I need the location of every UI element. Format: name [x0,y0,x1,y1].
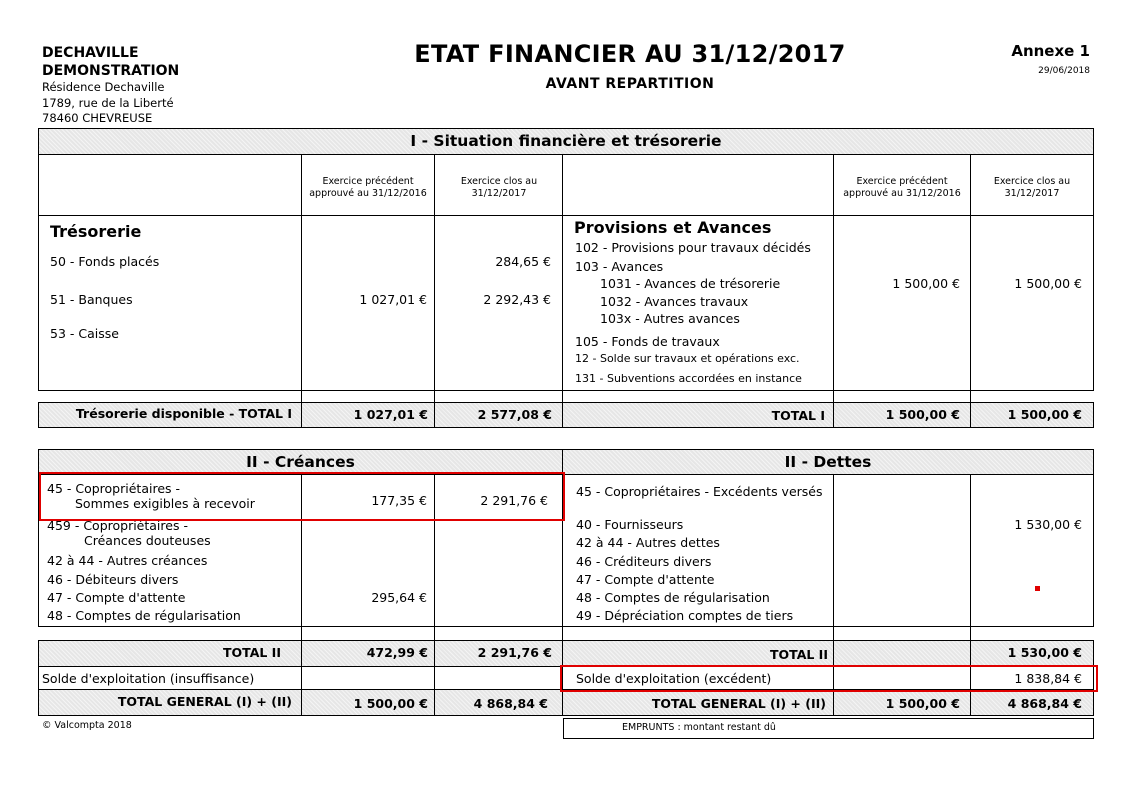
highlight-solde-excedent [560,665,1098,692]
total1-right-cur: 1 500,00 € [1007,407,1082,422]
general-left-label: TOTAL GENERAL (I) + (II) [117,694,292,709]
page-title: ETAT FINANCIER AU 31/12/2017 [414,40,846,68]
section1-title: I - Situation financière et trésorerie [410,132,722,150]
banques-prev: 1 027,01 € [359,292,427,307]
address-line-1: Résidence Dechaville [42,80,165,94]
col-header-prev-right: Exercice précédent approuvé au 31/12/2016 [843,176,961,199]
company-block [42,44,179,127]
total1-left-prev: 1 027,01 € [353,407,428,422]
tresorerie-title: Trésorerie [50,222,142,241]
annexe-block [1011,42,1090,76]
creances-title: II - Créances [246,453,355,471]
fonds-places-cur: 284,65 € [495,254,551,269]
total1-right-label: TOTAL I [771,408,825,423]
general-left-prev: 1 500,00 € [353,696,428,711]
total2-left-prev: 472,99 € [366,645,428,660]
total1-left-cur: 2 577,08 € [477,407,552,422]
c45-cur: 2 291,76 € [480,493,548,508]
provisions-title: Provisions et Avances [574,218,772,237]
col-header-prev-left: Exercice précédent approuvé au 31/12/2016 [309,176,427,199]
title-block [300,40,960,92]
general-right-prev: 1 500,00 € [885,696,960,711]
d49-label: 49 - Dépréciation comptes de tiers [576,608,794,623]
d47-label: 47 - Compte d'attente [576,572,715,587]
prov-131: 131 - Subventions accordées en instance [575,372,802,385]
general-right-cur: 4 868,84 € [1007,696,1082,711]
d42-label: 42 à 44 - Autres dettes [576,535,720,550]
prov-1032: 1032 - Avances travaux [600,294,749,309]
address-line-3: 78460 CHEVREUSE [42,111,153,125]
banques-label: 51 - Banques [50,292,133,307]
total2-left-label: TOTAL II [222,645,281,660]
highlight-creances-45 [39,472,565,521]
prov-105: 105 - Fonds de travaux [575,334,720,349]
c47-prev: 295,64 € [371,590,427,605]
c42-label: 42 à 44 - Autres créances [47,553,208,568]
col-header-cur-left: Exercice clos au 31/12/2017 [460,176,538,199]
total2-right-cur: 1 530,00 € [1007,645,1082,660]
company-name-2: DEMONSTRATION [42,63,180,79]
banques-cur: 2 292,43 € [483,292,551,307]
prov-103: 103 - Avances [575,259,664,274]
section1-header [38,128,1094,155]
general-right-label: TOTAL GENERAL (I) + (II) [651,696,826,711]
red-marker [1035,586,1040,591]
c459-line2: Créances douteuses [84,533,211,548]
c47-label: 47 - Compte d'attente [47,590,186,605]
general-left-cur: 4 868,84 € [473,696,548,711]
prov-12: 12 - Solde sur travaux et opérations exc. [575,352,800,365]
d48-label: 48 - Comptes de régularisation [576,590,770,605]
annexe-label: Annexe 1 [1011,42,1090,60]
solde-right-cur: 1 838,84 € [1014,671,1082,686]
c45-prev: 177,35 € [371,493,427,508]
prov-1031-cur: 1 500,00 € [1014,276,1082,291]
prov-1031-prev: 1 500,00 € [892,276,960,291]
total2-left-cur: 2 291,76 € [477,645,552,660]
dettes-title: II - Dettes [784,453,872,471]
total1-left-label: Trésorerie disponible - TOTAL I [75,406,292,421]
total1-right-prev: 1 500,00 € [885,407,960,422]
address-line-2: 1789, rue de la Liberté [42,95,174,110]
d40-label: 40 - Fournisseurs [576,517,684,532]
emprunts-label: EMPRUNTS : montant restant dû [622,722,776,733]
d40-cur: 1 530,00 € [1014,517,1082,532]
prov-1031: 1031 - Avances de trésorerie [600,276,781,291]
d45-label: 45 - Copropriétaires - Excédents versés [576,484,823,499]
emprunts-box [563,718,1094,739]
c45-line1: 45 - Copropriétaires - [47,481,181,496]
fonds-places-label: 50 - Fonds placés [50,254,160,269]
company-name-1: DECHAVILLE [42,45,139,61]
d46-label: 46 - Créditeurs divers [576,554,712,569]
copyright: © Valcompta 2018 [42,720,132,731]
report-date: 29/06/2018 [1038,66,1090,76]
col-header-cur-right: Exercice clos au 31/12/2017 [993,176,1071,199]
solde-right-label: Solde d'exploitation (excédent) [576,671,772,686]
prov-102: 102 - Provisions pour travaux décidés [575,240,811,255]
caisse-label: 53 - Caisse [50,326,119,341]
c459-line1: 459 - Copropriétaires - [47,518,188,533]
c46-label: 46 - Débiteurs divers [47,572,179,587]
solde-left-label: Solde d'exploitation (insuffisance) [42,671,255,686]
prov-103x: 103x - Autres avances [600,311,740,326]
dettes-header [562,449,1094,475]
total2-right-label: TOTAL II [769,647,828,662]
c45-line2: Sommes exigibles à recevoir [75,496,255,511]
page-subtitle: AVANT REPARTITION [545,76,715,92]
c48-label: 48 - Comptes de régularisation [47,608,241,623]
